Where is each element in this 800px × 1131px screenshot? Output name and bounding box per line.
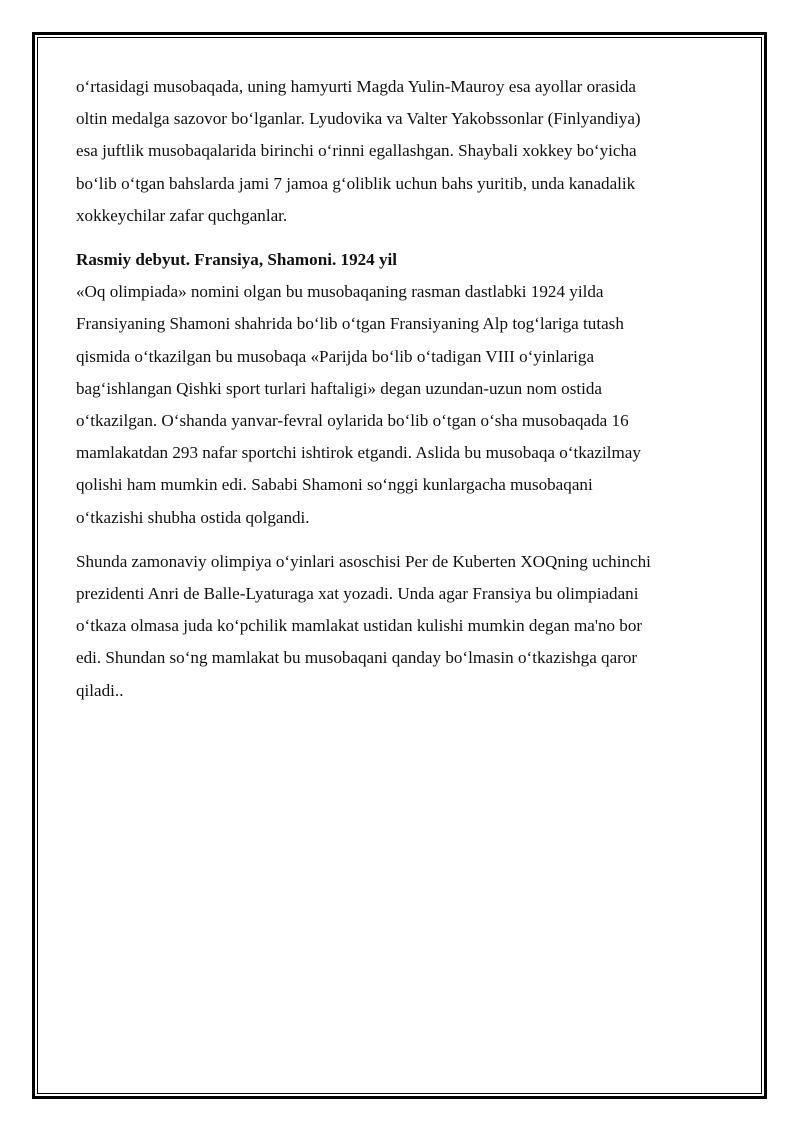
section-heading: Rasmiy debyut. Fransiya, Shamoni. 1924 yil — [76, 250, 398, 270]
paragraph-section-2: Shunda zamonaviy olimpiya o‘yinlari asoschisi Per de Kuberten XOQning uchinchi prezidenti Anri de Balle-Lyaturaga xat yozadi. Unda agar Fransiya bu olimpiadani o‘tkaza olmasa juda ko‘pchilik mamlakat ustidan kulishi mumkin degan ma'no bor edi. Shundan so‘ng mamlakat bu musobaqani qanday bo‘lmasin o‘tkazishga qaror qiladi.. — [76, 551, 651, 700]
paragraph-intro: o‘rtasidagi musobaqada, uning hamyurti Magda Yulin-Mauroy esa ayollar orasida oltin medalga sazovor bo‘lganlar. Lyudovika va Valter Yakobssonlar (Finlyandiya) esa juftlik musobaqalarida birinchi o‘rinni egallashgan. Shaybali xokkey bo‘yicha bo‘lib o‘tgan bahslarda jami 7 jamoa g‘oliblik uchun bahs yuritib, unda kanadalik xokkeychilar zafar quchganlar. — [76, 77, 641, 225]
paragraph-section-1: «Oq olimpiada» nomini olgan bu musobaqaning rasman dastlabki 1924 yilda Fransiyaning Shamoni shahrida bo‘lib o‘tgan Fransiyaning Alp tog‘lariga tutash qismida o‘tkazilgan bu musobaqa «Parijda bo‘lib o‘tadigan VIII o‘yinlariga bag‘ishlangan Qishki sport turlari haftaligi» degan uzundan-uzun nom ostida o‘tkazilgan. O‘shanda yanvar-fevral oylarida bo‘lib o‘tgan o‘sha musobaqada 16 mamlakatdan 293 nafar sportchi ishtirok etgandi. Aslida bu musobaqa o‘tkazilmay qolishi ham mumkin edi. Sababi Shamoni so‘nggi kunlargacha musobaqani o‘tkazishi shubha ostida qolgandi. — [76, 282, 641, 527]
document-body — [76, 71, 736, 719]
